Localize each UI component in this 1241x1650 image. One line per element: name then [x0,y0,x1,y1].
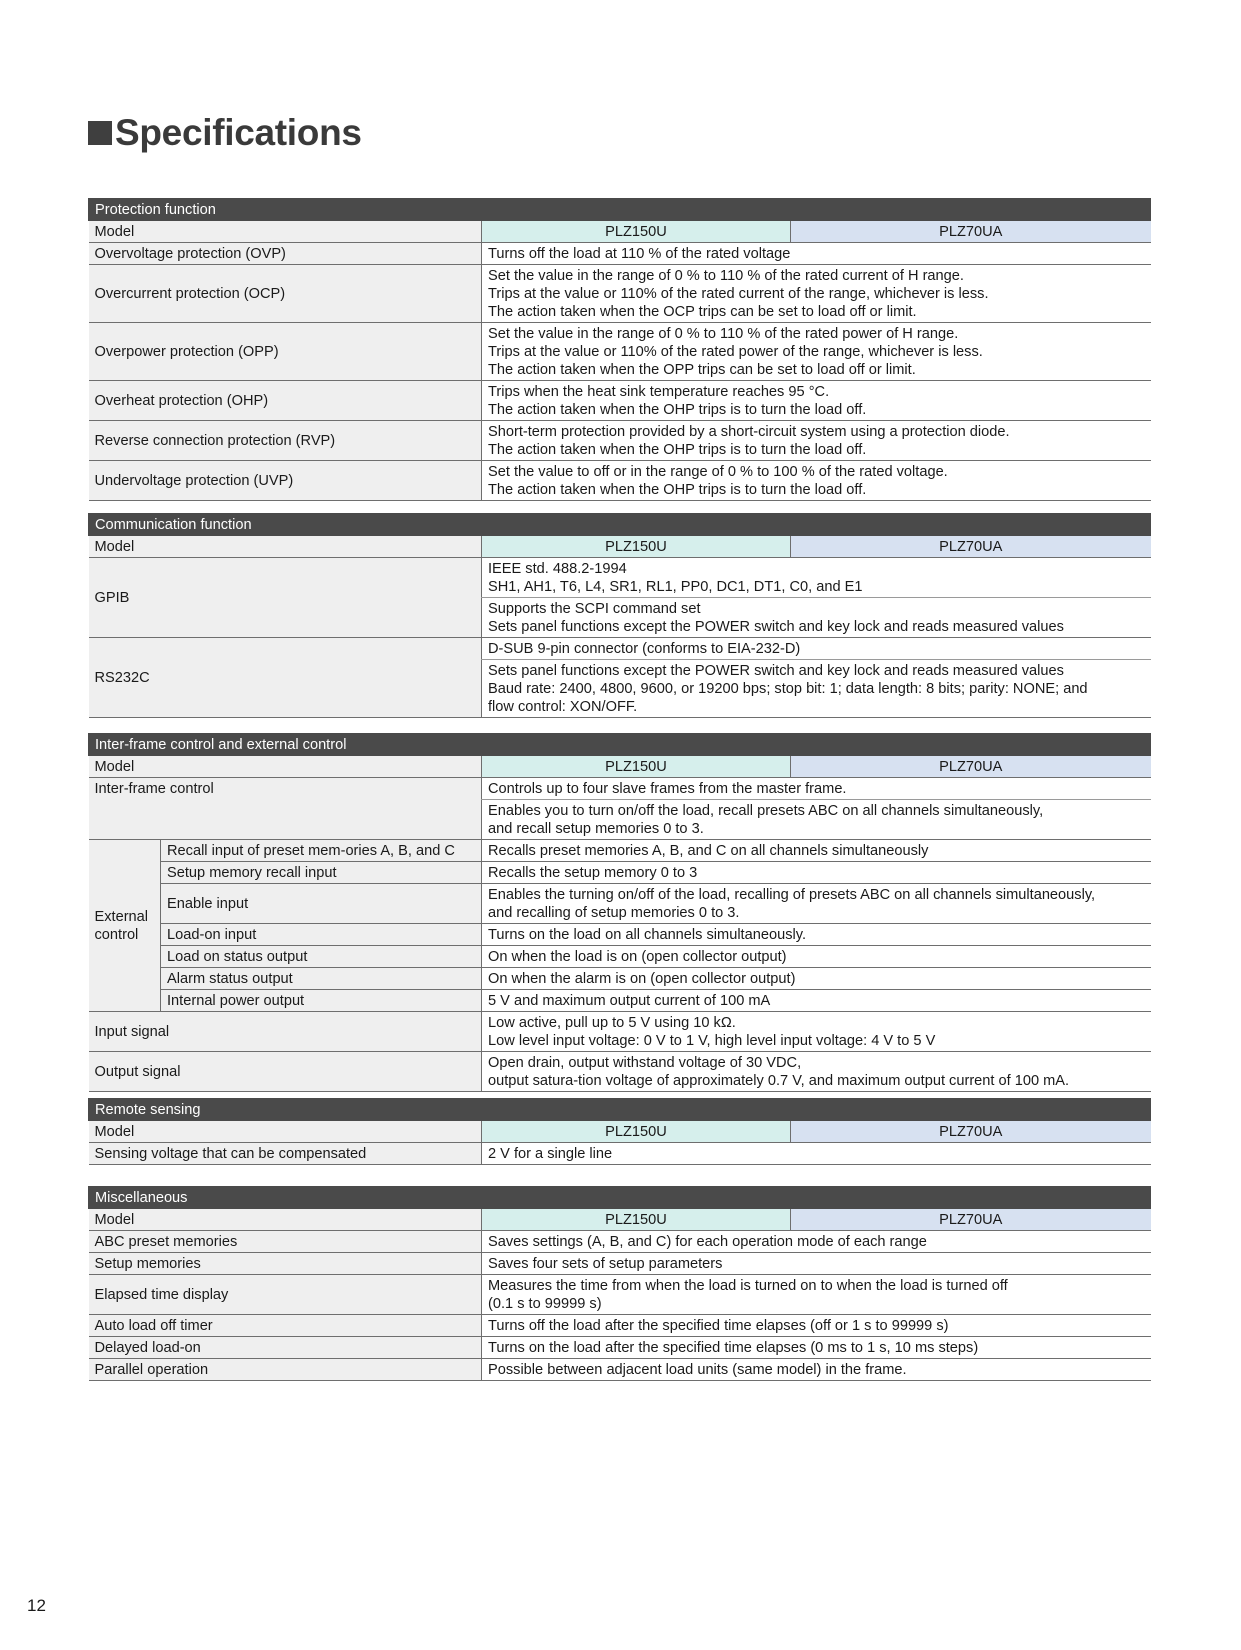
row-label: Inter-frame control [89,778,482,840]
row-label: Enable input [161,884,482,924]
protection-rows [89,243,1151,501]
row-value [482,421,1151,461]
page-number: 12 [27,1596,46,1615]
row-value [482,323,1151,381]
row-value [482,598,1151,638]
table-row [89,946,1151,968]
table-row [89,1275,1151,1315]
value-line: output satura-tion voltage of approximately 0.7 V, and maximum output current of 100 mA. [488,1073,1070,1089]
row-label: Internal power output [161,990,482,1012]
value-line: Low level input voltage: 0 V to 1 V, high level input voltage: 4 V to 5 V [488,1033,936,1049]
page-title-text: Specifications [115,112,362,153]
value-line: The action taken when the OPP trips can be set to load off or limit. [488,362,916,378]
remote-rows [89,1143,1151,1165]
table-row [89,884,1151,924]
section-heading: Inter-frame control and external control [89,734,1151,756]
model-label: Model [89,221,482,243]
row-value [482,968,1151,990]
value-line: Short-term protection provided by a short-circuit system using a protection diode. [488,424,1010,440]
table-row [89,1253,1151,1275]
interframe-table [88,733,1151,1092]
row-label: Overpower protection (OPP) [89,323,482,381]
row-value [482,924,1151,946]
value-line: Turns off the load after the specified time elapses (off or 1 s to 99999 s) [488,1318,949,1334]
value-line: Sets panel functions except the POWER switch and key lock and reads measured values [488,663,1064,679]
value-line: The action taken when the OHP trips is to turn the load off. [488,442,867,458]
table-row [89,381,1151,421]
value-line: External [94,909,149,925]
row-value [482,243,1151,265]
table-row [89,862,1151,884]
external-rows [89,840,1151,1012]
model-row [89,536,1151,558]
table-row [89,265,1151,323]
table-row [89,1337,1151,1359]
table-row [89,638,1151,660]
row-value [482,1143,1151,1165]
table-row [89,778,1151,800]
row-label: Output signal [89,1052,482,1092]
value-line: Low active, pull up to 5 V using 10 kΩ. [488,1015,736,1031]
value-line: On when the alarm is on (open collector output) [488,971,796,987]
misc-rows [89,1231,1151,1381]
row-label: RS232C [89,638,482,718]
section-heading: Miscellaneous [89,1187,1151,1209]
row-value [482,884,1151,924]
external-control-label [89,840,161,1012]
model-plz70ua: PLZ70UA [791,756,1151,778]
value-line: Open drain, output withstand voltage of 30 VDC, [488,1055,802,1071]
table-row [89,1012,1151,1052]
value-line: Controls up to four slave frames from the master frame. [488,781,847,797]
value-line: The action taken when the OHP trips is to turn the load off. [488,402,867,418]
value-line: Baud rate: 2400, 4800, 9600, or 19200 bps; stop bit: 1; data length: 8 bits; parity: NONE; and [488,681,1088,697]
model-row [89,756,1151,778]
table-row [89,1231,1151,1253]
row-value [482,1359,1151,1381]
model-plz150u: PLZ150U [482,1209,791,1231]
signal-rows [89,1012,1151,1092]
model-label: Model [89,756,482,778]
row-value [482,461,1151,501]
value-line: The action taken when the OCP trips can be set to load off or limit. [488,304,917,320]
value-line: Turns off the load at 110 % of the rated voltage [488,246,791,262]
row-label: Overheat protection (OHP) [89,381,482,421]
row-value [482,1253,1151,1275]
model-row [89,1209,1151,1231]
row-label: Overvoltage protection (OVP) [89,243,482,265]
row-label: ABC preset memories [89,1231,482,1253]
remote-sensing-table [88,1098,1151,1165]
row-label: Undervoltage protection (UVP) [89,461,482,501]
row-value [482,558,1151,598]
row-value [482,638,1151,660]
table-row [89,243,1151,265]
value-line: Saves settings (A, B, and C) for each operation mode of each range [488,1234,927,1250]
value-line: Trips at the value or 110% of the rated current of the range, whichever is less. [488,286,989,302]
value-line: Turns on the load after the specified time elapses (0 ms to 1 s, 10 ms steps) [488,1340,979,1356]
model-label: Model [89,1209,482,1231]
table-row [89,461,1151,501]
row-value [482,862,1151,884]
table-row [89,968,1151,990]
row-label: Setup memories [89,1253,482,1275]
table-row [89,1052,1151,1092]
model-plz150u: PLZ150U [482,536,791,558]
row-label: Load on status output [161,946,482,968]
row-label: Alarm status output [161,968,482,990]
model-plz150u: PLZ150U [482,756,791,778]
value-line: 2 V for a single line [488,1146,613,1162]
value-line: D-SUB 9-pin connector (conforms to EIA-232-D) [488,641,801,657]
row-label: Elapsed time display [89,1275,482,1315]
row-value [482,990,1151,1012]
value-line: Supports the SCPI command set [488,601,701,617]
table-row [89,840,1151,862]
row-value [482,840,1151,862]
row-label: Input signal [89,1012,482,1052]
row-label: Sensing voltage that can be compensated [89,1143,482,1165]
row-value [482,1275,1151,1315]
row-label: Reverse connection protection (RVP) [89,421,482,461]
section-heading: Protection function [89,199,1151,221]
table-row [89,1143,1151,1165]
value-line: IEEE std. 488.2-1994 [488,561,627,577]
value-line: Recalls the setup memory 0 to 3 [488,865,698,881]
protection-table [88,198,1151,501]
value-line: On when the load is on (open collector output) [488,949,787,965]
value-line: Enables the turning on/off of the load, recalling of presets ABC on all channels simultaneously, [488,887,1096,903]
model-plz70ua: PLZ70UA [791,221,1151,243]
value-line: flow control: XON/OFF. [488,699,638,715]
row-value [482,660,1151,718]
row-value [482,265,1151,323]
value-line: Trips when the heat sink temperature reaches 95 °C. [488,384,830,400]
model-label: Model [89,536,482,558]
value-line: SH1, AH1, T6, L4, SR1, RL1, PP0, DC1, DT1, C0, and E1 [488,579,863,595]
row-value [482,381,1151,421]
row-label: Recall input of preset mem-ories A, B, and C [161,840,482,862]
row-value [482,1315,1151,1337]
value-line: Turns on the load on all channels simultaneously. [488,927,807,943]
misc-table [88,1186,1151,1381]
row-value [482,1231,1151,1253]
value-line: Trips at the value or 110% of the rated power of the range, whichever is less. [488,344,983,360]
row-label: Setup memory recall input [161,862,482,884]
model-plz70ua: PLZ70UA [791,536,1151,558]
model-plz150u: PLZ150U [482,221,791,243]
value-line: 5 V and maximum output current of 100 mA [488,993,771,1009]
value-line: Measures the time from when the load is turned on to when the load is turned off [488,1278,1008,1294]
page-title [88,112,362,154]
value-line: Sets panel functions except the POWER switch and key lock and reads measured values [488,619,1064,635]
row-label: Parallel operation [89,1359,482,1381]
value-line: Recalls preset memories A, B, and C on all channels simultaneously [488,843,929,859]
row-label: GPIB [89,558,482,638]
row-label: Auto load off timer [89,1315,482,1337]
row-label: Delayed load-on [89,1337,482,1359]
value-line: and recalling of setup memories 0 to 3. [488,905,740,921]
row-label: Load-on input [161,924,482,946]
value-line: Set the value in the range of 0 % to 110 % of the rated power of H range. [488,326,959,342]
model-plz70ua: PLZ70UA [791,1209,1151,1231]
value-line: Saves four sets of setup parameters [488,1256,723,1272]
row-value [482,778,1151,800]
row-value [482,1052,1151,1092]
title-square-icon [88,121,112,145]
table-row [89,990,1151,1012]
value-line: Set the value to off or in the range of 0 % to 100 % of the rated voltage. [488,464,948,480]
model-row [89,221,1151,243]
model-plz150u: PLZ150U [482,1121,791,1143]
value-line: (0.1 s to 99999 s) [488,1296,602,1312]
value-line: control [94,927,139,943]
row-value [482,800,1151,840]
model-row [89,1121,1151,1143]
table-row [89,558,1151,598]
section-heading: Communication function [89,514,1151,536]
model-plz70ua: PLZ70UA [791,1121,1151,1143]
value-line: Possible between adjacent load units (same model) in the frame. [488,1362,907,1378]
communication-table [88,513,1151,718]
row-value [482,946,1151,968]
section-heading: Remote sensing [89,1099,1151,1121]
table-row [89,421,1151,461]
value-line: and recall setup memories 0 to 3. [488,821,704,837]
value-line: Enables you to turn on/off the load, recall presets ABC on all channels simultaneously, [488,803,1044,819]
row-value [482,1012,1151,1052]
value-line: Set the value in the range of 0 % to 110 % of the rated current of H range. [488,268,964,284]
row-label: Overcurrent protection (OCP) [89,265,482,323]
table-row [89,924,1151,946]
table-row [89,1315,1151,1337]
row-value [482,1337,1151,1359]
table-row [89,323,1151,381]
table-row [89,1359,1151,1381]
model-label: Model [89,1121,482,1143]
value-line: The action taken when the OHP trips is to turn the load off. [488,482,867,498]
